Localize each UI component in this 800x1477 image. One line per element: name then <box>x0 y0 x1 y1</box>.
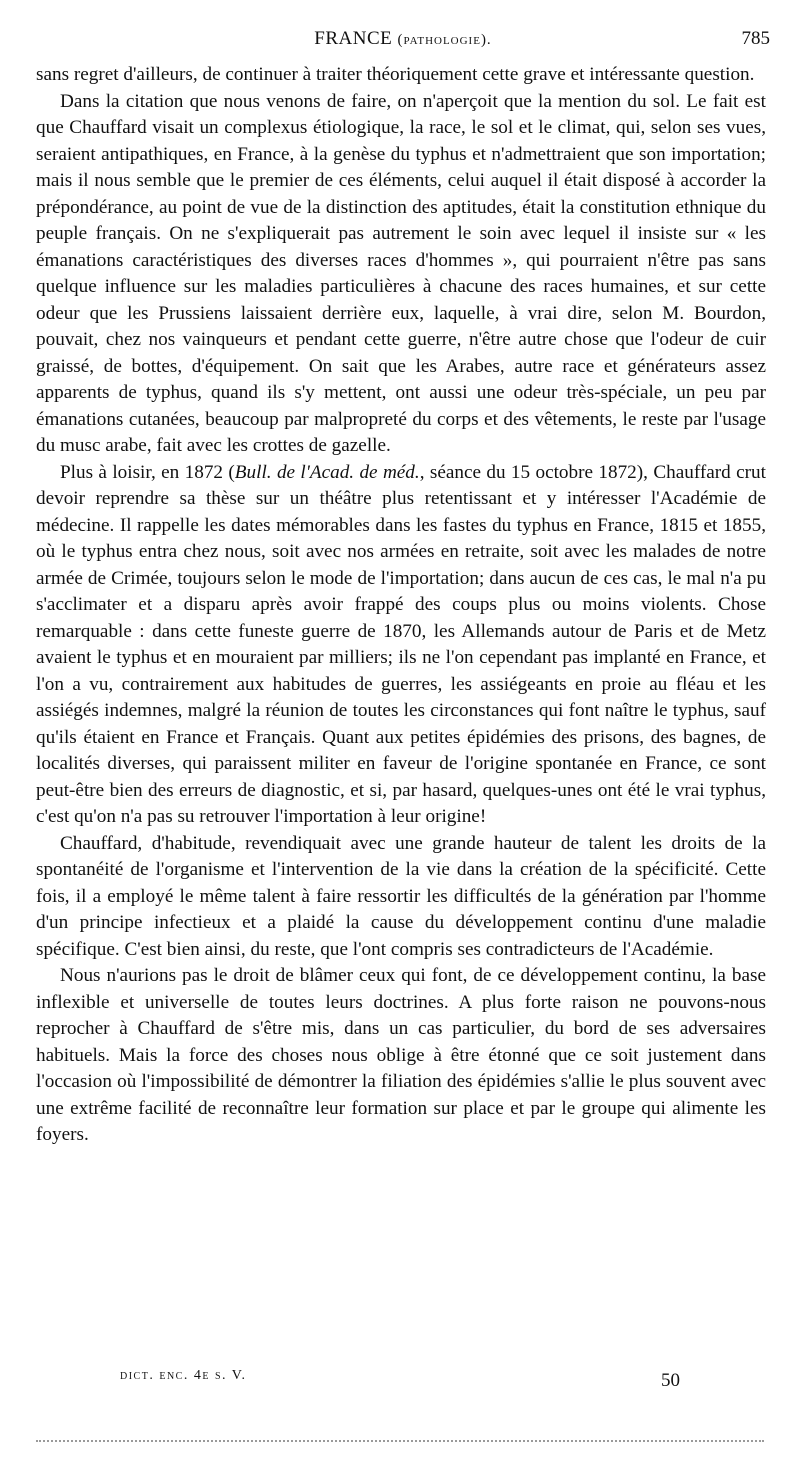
header-title: FRANCE <box>314 28 393 49</box>
bottom-dotted-rule <box>36 1440 764 1442</box>
citation: Bull. de l'Acad. de méd. <box>234 461 420 483</box>
paragraph <box>36 460 766 831</box>
printer-signature: dict. enc. 4e s. V. <box>120 1368 247 1383</box>
paragraph-lead: Plus à loisir, en 1872 ( <box>60 461 235 483</box>
paragraph: Nous n'aurions pas le droit de blâmer ceux qui font, de ce développement continu, la base inflexible et universelle de toutes leurs doctrines. A plus forte raison ne pouvons-nous reprocher à Chauffard de s'être mis, dans un cas particulier, du bord de ses adversaires habituels. Mais la force des choses nous oblige à être étonné que ce soit justement dans l'occasion où l'impossibilité de démontrer la filiation des épidémies s'allie le plus souvent avec une extrême facilité de reconnaître leur formation sur place et par le groupe qui alimente les foyers. <box>36 965 766 1145</box>
page-footer <box>120 1368 700 1398</box>
paragraph-lead-tail: , séance du 15 octobre 1872), <box>419 461 648 483</box>
running-title <box>36 28 770 50</box>
running-head <box>36 28 770 58</box>
paragraph: Dans la citation que nous venons de faire, on n'aperçoit que la mention du sol. Le fait est que Chauffard visait un complexus étiologique, la race, le sol et le climat, qui, selon ses vues, seraient antipathiques, en France, à la genèse du typhus et n'admettraient que son importation; mais il nous semble que le premier de ces éléments, celui auquel il était disposé à accorder la prépondérance, au point de vue de la distinction des aptitudes, était la constitution ethnique du peuple français. On ne s'expliquerait pas autrement le soin avec lequel il insiste sur « les émanations caractéristiques des diverses races d'hommes », qui pourraient n'être pas sans quelque influence sur les maladies particulières à chacune des races humaines, et sur cette odeur que les Prussiens laissaient derrière eux, laquelle, à vrai dire, selon M. Bourdon, pouvait, chez nos vainqueurs et pendant cette guerre, n'être autre chose que l'odeur de cuir graissé, de bottes, d'équipement. On sait que les Arabes, autre race et générateurs assez apparents de typhus, quand ils s'y mettent, ont aussi une odeur très-spéciale, un peu par émanations cutanées, beaucoup par malpropreté du corps et des vêtements, le reste par l'usage du musc arabe, fait avec les crottes de gazelle. <box>36 90 766 456</box>
paragraph-body: Chauffard crut devoir reprendre sa thèse sur un théâtre plus retentissant et y intéresser l'Académie de médecine. Il rappelle les dates mémorables dans les fastes du typhus en France, 1815 et 1855, où le typhus entra chez nous, soit avec nos armées en retraite, soit avec les malades de notre armée de Crimée, toujours selon le mode de l'importation; dans aucun de ces cas, le mal n'a pu s'acclimater et a disparu après avoir frappé des coups plus ou moins violents. Chose remarquable : dans cette funeste guerre de 1870, les Allemands autour de Paris et de Metz avaient le typhus et en mouraient par milliers; ils ne l'on cependant pas implanté en France, et l'on a vu, contrairement aux habitudes de guerres, les assiégeants en proie au fléau et les assiégés indemnes, malgré la réunion de toutes les circonstances qui font naître le typhus, sauf qu'ils étaient en France et Français. Quant aux petites épidémies des prisons, des bagnes, de localités diverses, qui paraissent militer en faveur de l'origine spontanée en France, ce sont peut-être bien des erreurs de diagnostic, et si, par hasard, quelques-unes ont été le vrai typhus, c'est qu'on n'a pas su retrouver l'importation à leur origine! <box>36 461 766 827</box>
paragraph: Chauffard, d'habitude, revendiquait avec une grande hauteur de talent les droits de la spontanéité de l'organisme et l'intervention de la vie dans la création de la spécificité. Cette fois, il a employé le même talent à faire ressortir les difficultés de la génération par l'homme d'un principe infectieux et a plaidé la cause du développement continu d'une maladie spécifique. C'est bien ainsi, du reste, que l'ont compris ses contradicteurs de l'Académie. <box>36 832 766 960</box>
page-number: 785 <box>741 28 770 49</box>
paragraph-continued: sans regret d'ailleurs, de continuer à traiter théoriquement cette grave et intéressante question. <box>36 64 755 85</box>
body-text <box>36 62 766 1149</box>
header-subtitle: (pathologie). <box>397 32 492 48</box>
sheet-number: 50 <box>661 1370 680 1391</box>
